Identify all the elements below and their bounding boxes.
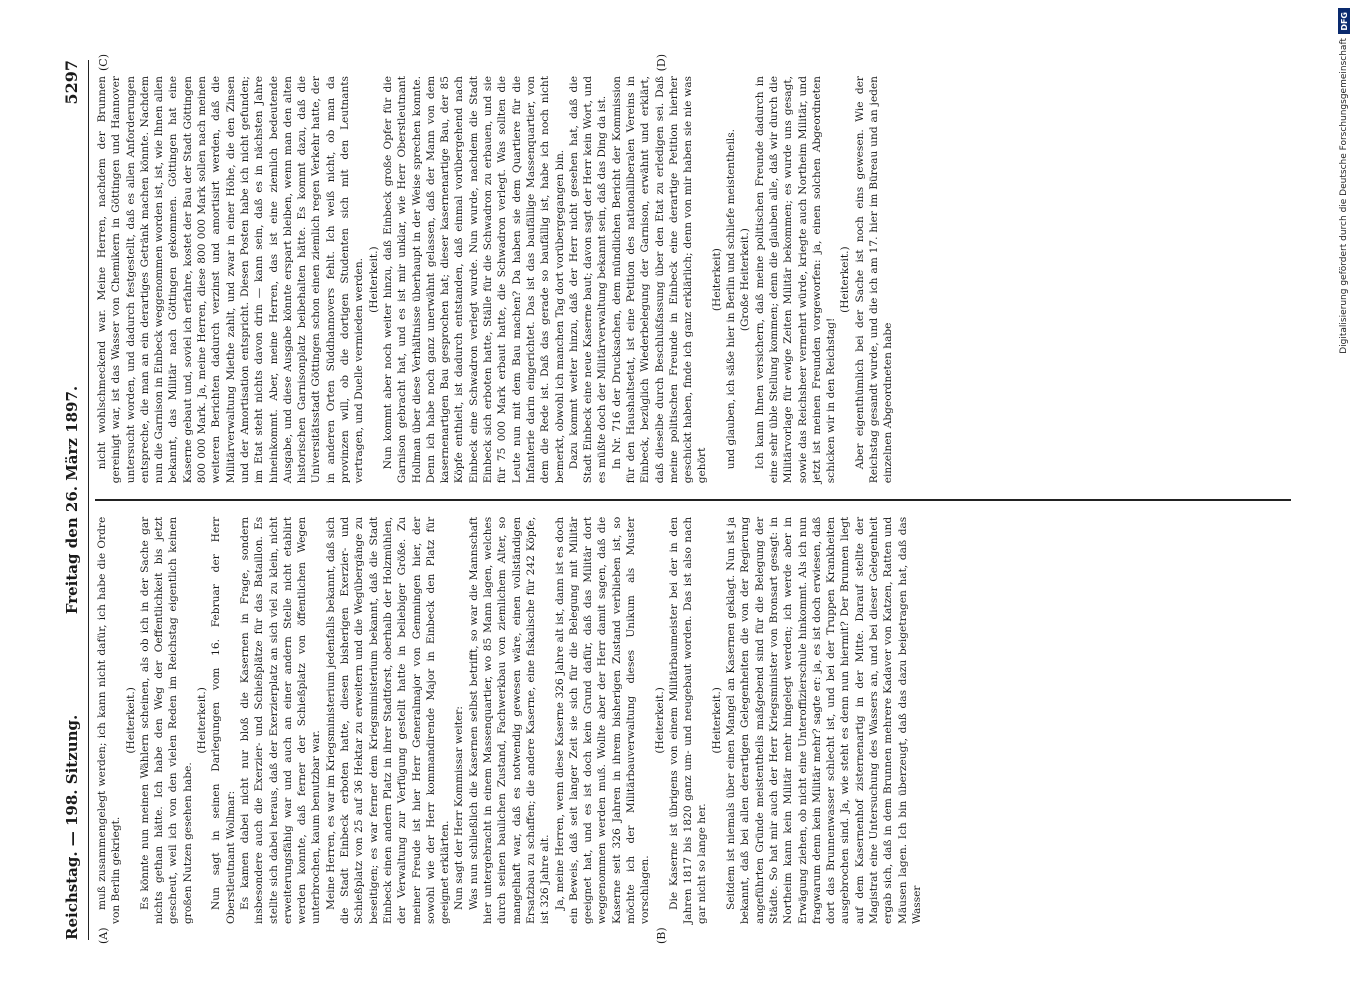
- paragraph: Seitdem ist niemals über einen Mangel an Kasernen geklagt. Nun ist ja bekannt, daß bei allen derartigen Gelegenheiten die von der Regierung angeführten Gründe meistentheils maßgebend sind für die Belegung der Städte. So hat mir auch der Herr Kriegsminister von Bronsart gesagt: in Northeim kann kein Militär mehr hingelegt werden; ich werde aber in Erwägung ziehen, ob nicht eine Unteroffizierschule hinkommt. Als ich nun fragwarum denn kein Militär mehr? sagte er: ja, es ist doch erwiesen, daß dort das Brunnenwasser schlecht ist, und bei der Truppen Krankheiten ausgebrochen sind. Ja, wie steht es denn nun hiermit? Der Brunnen liegt auf dem Kasernenhof zisternenartig in der Mitte. Darauf stellte der Magistrat eine Untersuchung des Wassers an, und bei dieser Gelegenheit ergab sich, daß in dem Brunnen mehrere Kadaver von Katzen, Ratten und Mäusen lagen. Ich bin überzeugt, daß das dazu beigetragen hat, daß das Wasser: [725, 516, 923, 924]
- column-left: [95, 501, 1291, 940]
- paragraph: nicht wohlschmeckend war. Meine Herren, nachdem der Brunnen gereinigt war, ist das Wasser von Chemikern in Göttingen und Hannover untersucht worden, und dadurch festgestellt, daß es allen Anforderungen entspreche, die man an ein derartiges Getränk machen könnte. Nachdem nun die Garnison in Einbeck weggenommen worden ist, ist, wie Ihnen allen bekannt, das Militär nach Göttingen gekommen. Göttingen hat eine Kaserne gebaut und, soviel ich erfahre, kostet der Bau der Stadt Göttingen 800 000 Mark. Ja, meine Herren, diese 800 000 Mark sollen nach meinen weiteren Berichten dadurch verzinst und amortisirt werden, daß die Militärverwaltung Miethe zahlt, und zwar in einer Höhe, die den Zinsen und der Amortisation entspricht. Diesen Posten habe ich nicht gefunden; im Etat steht nichts davon drin — kann sein, daß es in nächsten Jahre hineinkommt. Aber, meine Herren, das ist eine ziemlich bedeutende Ausgabe, und diese Ausgabe könnte erspart bleiben, wenn man den alten historischen Garnisonplatz beibehalten hätte. Es kommt dazu, daß die Universitätsstadt Göttingen schon einen ziemlich regen Verkehr hatte, der in anderen Orten Süddhannovers fehlt. Ich weiß nicht, ob man da provinzen will, ob die dortigen Studenten sich mit den Leutnants vertragen, und Duelle vermieden werden.: [96, 76, 366, 484]
- text-columns: [95, 54, 1291, 944]
- interjection: (Heiterkeit.): [367, 246, 380, 313]
- column-right: [95, 60, 1291, 499]
- digitization-credit: Digitalisierung gefördert durch die Deutsche Forschungsgemeinschaft: [1339, 38, 1349, 354]
- paragraph: Dazu kommt weiter hinzu, daß der Herr nicht gesehen hat, daß die Stadt Einbeck eine neue Kaserne baut; davon sagt der Herr kein Wort, und es müßte doch der Militärverwaltung bekannt sein, daß das Ding da ist.: [567, 76, 609, 484]
- margin-mark-b: (B): [655, 927, 668, 944]
- margin-mark-c: (C): [97, 54, 110, 71]
- header-left: Reichstag. — 198. Sitzung.: [63, 714, 81, 940]
- paragraph: Ja, meine Herren, wenn diese Kaserne 326 Jahre alt ist, dann ist es doch ein Beweis, daß seit langer Zeit sie sich für die Belegung mit Militär geeignet hat, und es ist doch kein Grund dafür, daß das Militär dort weggenommen werden muß. Wollte aber der Herr damit sagen, daß die Kaserne seit 326 Jahren in ihrem bisherigen Zustand verblieben ist, so möchte ich der Militärbauverwaltung dieses Unikum als Muster vorschlagen.: [553, 516, 652, 924]
- paragraph: Es kamen dabei nicht nur bloß die Kasernen in Frage, sondern insbesondere auch die Exerzier- und Schießplätze für das Bataillon. Es stellte sich dabei heraus, daß der Exerzierplatz an sich viel zu klein, nicht erweiterungsfähig war und auch an einer andern Stelle nicht etablirt werden konnte, daß ferner der Schießplatz von öffentlichen Wegen unterbrochen, kaum benutzbar war.: [238, 516, 323, 924]
- paragraph: und glauben, ich säße hier in Berlin und schliefe meistentheils.: [725, 128, 738, 470]
- page-number: 5297: [62, 60, 81, 105]
- paragraph: In Nr. 716 der Drucksachen, dem mündlichen Bericht der Kommission für den Haushaltsetat, ist eine Petition des nationalliberalen Vereins in Einbeck, bezüglich Wiederbelegung der Garnison, erwähnt und erklärt, daß dieselbe durch Beschlußfassung über den Etat zu erledigen sei. Daß meine politischen Freunde in Einbeck eine derartige Petition hierher geschickt haben, finde ich ganz erklärlich; denn von mir haben sie nie was gehört: [610, 76, 709, 484]
- digitization-sidenote: [1337, 8, 1351, 648]
- paragraph: muß zusammengelegt werden; ich kann nicht dafür, ich habe die Ordre von Berlin gekriegt.: [96, 516, 123, 924]
- interjection: (Heiterkeit.): [839, 246, 852, 313]
- interjection: (Heiterkeit): [710, 248, 723, 312]
- paragraph: Nun kommt aber noch weiter hinzu, daß Einbeck große Opfer für die Garnison gebracht hat, und es ist mir unklar, wie Herr Oberstleutnant Hollman über diese Verhältnisse überhaupt in der Weise sprechen konnte. Denn ich habe noch ganz unerwähnt gelassen, daß der Mann von dem kasernenartigen Bau gesprochen hat; dieser kasernenartige Bau, der 85 Köpfe enthielt, ist dadurch entstanden, daß einmal vorübergehend nach Einbeck eine Schwadron verlegt wurde. Nun wurde, nachdem die Stadt Einbeck sich erboten hatte, Ställe für die Schwadron zu erbauen, und sie für 75 000 Mark erbaut hatte, die Schwadron verlegt. Was sollten die Leute nun mit dem Bau machen? Da haben sie dem Quartiere für die Infanterie darin eingerichtet. Das ist das baufällige Massenquartier, von dem die Rede ist. Daß das gerade so baufällig ist, habe ich noch nicht bemerkt, obwohl ich manchen Tag dort vorübergegangen bin.: [381, 76, 566, 484]
- paragraph: Nun sagt in seinen Darlegungen vom 16. Februar der Herr Oberstleutnant Wollmar:: [210, 516, 237, 924]
- column-divider: [95, 499, 1291, 501]
- interjection: (Heiterkeit.): [124, 687, 137, 754]
- interjection: (Große Heiterkeit.): [739, 228, 752, 332]
- interjection: (Heiterkeit.): [653, 687, 666, 754]
- paragraph: Aber eigenthümlich bei der Sache ist noch eins gewesen. Wie der Reichstag gesandt wurde, und die ich am 17. hier im Büreau und an jeden einzelnen Abgeordneten habe: [853, 76, 895, 484]
- paragraph: Es könnte nun meinen Wählern scheinen, als ob ich in der Sache gar nichts gethan hätte. Ich habe den Weg der Oeffentlichkeit bis jetzt gescheut, weil ich von den vielen Reden im Reichstag eigentlich keinen großen Nutzen gesehen habe.: [138, 516, 194, 924]
- page-header: [62, 60, 89, 940]
- paragraph: Meine Herren, es war im Kriegsministerium jedenfalls bekannt, daß sich die Stadt Einbeck erboten hatte, diesen bisherigen Exerzier- und Schießplatz von 25 auf 36 Hektar zu erweitern und die Wegübergänge zu beseitigen; es war ferner dem Kriegsministerium bekannt, daß die Stadt Einbeck einen andern Platz in ihrer Stadtforst, oberhalb der Holzmühlen, der Verwaltung zur Verfügung gestellt hatte in beliebiger Größe. Zu meiner Freude ist hier Herr Generalmajor von Gemmingen hier, der sowohl wie der Herr kommandirende Major in Einbeck den Platz für geeignet erklärten.: [324, 516, 452, 924]
- paragraph: Nun sagt der Herr Kommissar weiter:: [453, 706, 466, 910]
- margin-mark-a: (A): [97, 927, 110, 944]
- margin-mark-d: (D): [655, 54, 668, 72]
- dfg-logo: DFG: [1338, 8, 1350, 34]
- interjection: (Heiterkeit.): [196, 687, 209, 754]
- paragraph: Was nun schließlich die Kasernen selbst betrifft, so war die Mannschaft hier untergebracht in einem Massenquartier, wo 85 Mann lagen, welches durch seinen baulichen Zustand, Fachwerkbau von ziemlichem Alter, so mangelhaft war, daß es notwendig gewesen wäre, einen vollständigen Ersatzbau zu schaffen; die andere Kaserne, eine fiskalische für 242 Köpfe, ist 326 Jahre alt.: [467, 516, 552, 924]
- paragraph: Die Kaserne ist übrigens von einem Militärbaumeister bei der in den Jahren 1817 bis 1820 ganz um- und neugebaut worden. Das ist also nach gar nicht so lange her.: [667, 516, 709, 924]
- paragraph: Ich kann Ihnen versichern, daß meine politischen Freunde dadurch in eine sehr üble Stellung kommen; denn die glauben alle, daß wir durch die Militärvorlage für ewige Zeiten Militär bekommen; es wurde uns gesagt, sowie das Reichsheer vermehrt würde, kriegte auch Northeim Militär, und jetzt ist meinen Freunden vorgeworfen: ja, einen solchen Abgeordneten schicken wir in den Reichstag!: [753, 76, 838, 484]
- interjection: (Heiterkeit.): [710, 687, 723, 754]
- header-date: Freitag den 26. März 1897.: [63, 385, 81, 615]
- document-page: [56, 50, 1296, 950]
